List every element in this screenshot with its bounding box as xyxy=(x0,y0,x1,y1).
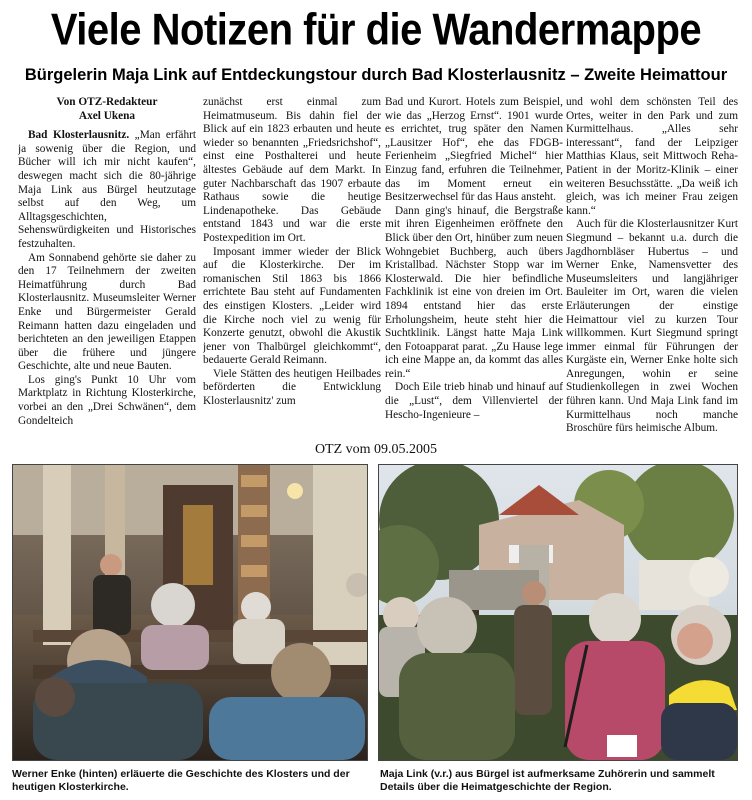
paragraph xyxy=(18,129,196,251)
dateline: OTZ vom 09.05.2005 xyxy=(314,442,438,457)
paragraph-text: „Man erfährt ja sowenig über die Region, und Bücher will ich mir nicht kaufen“, deswegen macht sich die 80-jährige Maja Link aus Bürgel heutzutage selbst auf den Weg, um Alltagsgeschichten, Sehenswürdigkeiten und Historisches festzuhalten. xyxy=(18,129,196,250)
photo-church-interior xyxy=(12,464,368,761)
photo-tour-group xyxy=(378,464,738,761)
article-column-2 xyxy=(203,96,381,446)
paragraph: und wohl dem schönsten Teil des Ortes, weiter in den Park und zum Kurmittelhaus. „Alles sehr interessant“, fand der Leipziger Matthias Klaus, seit Mittwoch Reha-Patient in der Moritz-Klinik – einer weiteren Besuchsstätte. „Da weiß ich gleich, was ich meiner Frau zeigen kann.“ xyxy=(566,96,738,217)
article-column-1 xyxy=(18,96,196,446)
byline-author: Axel Ukena xyxy=(78,109,136,122)
paragraph: Imposant immer wieder der Blick auf die Klosterkirche. Der im romanischen Stil 1863 bis 1866 errichtete Bau steht auf Fundamenten des einstigen Klosters. „Leider wird die Kirche noch viel zu wenig für Konzerte genutzt, obwohl die Akustik jener von Thalbürgel gleichkommt“, bedauerte Gerald Reimann. xyxy=(203,245,381,367)
paragraph: Am Sonnabend gehörte sie daher zu den 17 Teilnehmern der zweiten Heimatführung durch Bad Klosterlausnitz. Museumsleiter Werner Enke und Bürgermeister Gerald Reimann hatten dazu eingeladen und berichteten an den jeweiligen Etappen über die frühere und jüngere Geschichte, alte und neue Bauten. xyxy=(18,251,196,373)
paragraph: Viele Stätten des heutigen Heilbades beförderten die Entwicklung Klosterlausnitz' zum xyxy=(203,367,381,408)
paragraph: Auch für die Klosterlausnitzer Kurt Siegmund – bekannt u.a. durch die Jagdhornbläser Hubertus – und Werner Enke, Namensvetter des Museumsleiters und langjähriger Bauleiter im Ort, waren die vielen Erläuterungen der einstige Heimattour viel zu kurzen Tour willkommen. Kurt Siegmund springt immer einmal für Führungen der Kurgäste ein, Werner Enke holte sich Anregungen, wohin er seine Studienkollegen in zwei Wochen führen kann. Und Maja Link fand im Kurmittelhaus noch manche Broschüre fürs heimische Album. xyxy=(566,218,738,435)
caption-right: Maja Link (v.r.) aus Bürgel ist aufmerksame Zuhörerin und sammelt Details über die Heimatgeschichte der Region. xyxy=(380,768,715,793)
article-column-4 xyxy=(566,96,738,446)
article-column-3 xyxy=(385,96,563,446)
paragraph: zunächst erst einmal zum Heimatmuseum. Bis dahin fiel der Blick auf ein 1823 erbauten und heute wieder so benannten „Friedsrichshof“, einst eine Posthalterei und heute ältestes Gebäude auf dem Markt. In guter Nachbarschaft das 1907 erbaute Rathaus sowie die heutige Lindenapotheke. Das Gebäude entstand 1843 und war die erste Postexpedition im Ort. xyxy=(203,96,381,244)
paragraph: Los ging's Punkt 10 Uhr vom Marktplatz in Richtung Klosterkirche, vorbei an den „Drei Schwänen“, dem Gondelteich xyxy=(18,373,196,427)
byline-role: Von OTZ-Redakteur xyxy=(56,96,158,108)
paragraph: Dann ging's hinauf, die Bergstraße mit ihren Eigenheimen eröffnete den Blick über den Ort, hinüber zum neuen Wohngebiet Buchberg, auch übers Kristallbad. Nächster Stopp war im Klosterwald. Die hier befindliche Fachklinik ist eine von dreien im Ort. 1894 entstand hier das erste Erholungsheim, heute steht hier die Suchtklinik. Längst hatte Maja Link den Fotoapparat parat. „Zu Hause lege ich eine Mappe an, da kommt das alles rein.“ xyxy=(385,204,563,380)
subheadline: Bürgelerin Maja Link auf Entdeckungstour durch Bad Klosterlausnitz – Zweite Heimattour xyxy=(24,66,728,84)
tour-group-image xyxy=(379,465,737,760)
byline xyxy=(18,96,196,123)
lead-place: Bad Klosterlausnitz. xyxy=(28,129,130,142)
headline: Viele Notizen für die Wandermappe xyxy=(50,5,702,55)
church-interior-image xyxy=(13,465,367,760)
paragraph: Bad und Kurort. Hotels zum Beispiel, wie das „Herzog Ernst“. 1901 wurde es errichtet, trug später den Namen „Lausitzer Hof“, ehe das FDGB-Ferienheim „Siegfried Michel“ hier Einzug fand, erfuhren die Teilnehmer, das im Moment erneut ein Besitzerwechsel für das Haus ansteht. xyxy=(385,96,563,204)
caption-left: Werner Enke (hinten) erläuerte die Geschichte des Klosters und der heutigen Klosterkirche. xyxy=(12,768,350,793)
paragraph: Doch Eile trieb hinab und hinauf auf die „Lust“, dem Villenviertel der Hescho-Ingenieure – xyxy=(385,381,563,421)
